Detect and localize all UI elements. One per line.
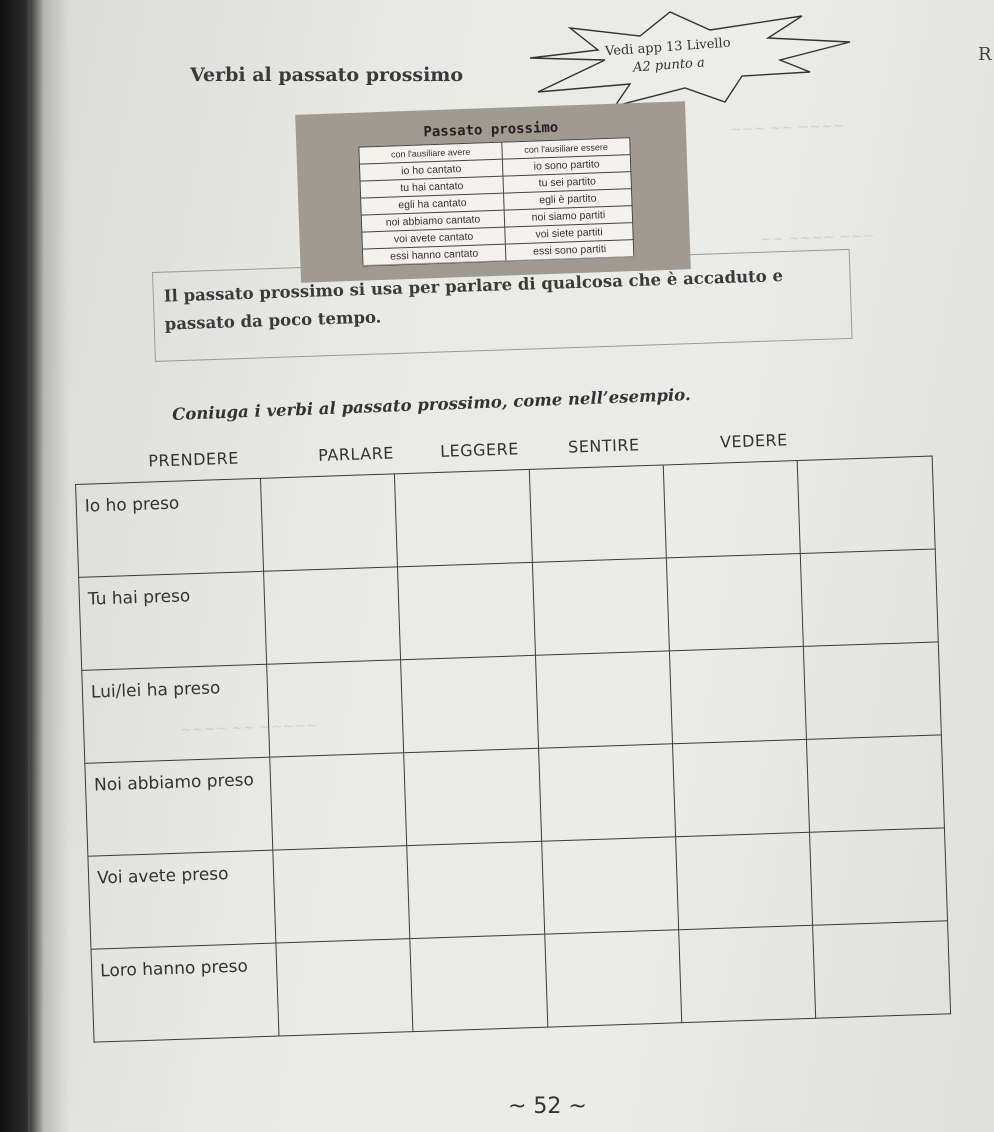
column-header-prendere: PRENDERE — [148, 448, 240, 471]
info-text: Il passato prossimo si usa per parlare di qualcosa che è accaduto e passato da poco tempo. — [163, 266, 784, 334]
info-box — [152, 249, 853, 362]
answer-cell[interactable] — [663, 461, 800, 558]
column-header-sentire: SENTIRE — [567, 435, 640, 457]
reference-cell: tu sei partito — [503, 172, 631, 193]
answer-cell[interactable] — [801, 549, 939, 646]
answer-cell[interactable] — [673, 739, 810, 836]
bleed-through-text: ~~~ ~~ ~~~~ — [729, 118, 845, 138]
answer-cell[interactable] — [269, 753, 406, 850]
reference-cell: io ho cantato — [359, 159, 503, 181]
reference-cell: egli ha cantato — [361, 193, 505, 215]
row-label: Loro hanno preso — [91, 943, 279, 1042]
answer-cell[interactable] — [544, 930, 681, 1027]
reference-cell: noi siamo partiti — [504, 206, 632, 227]
page-title: Verbi al passato prossimo — [190, 64, 464, 86]
answer-cell[interactable] — [401, 655, 538, 752]
column-header-vedere: VEDERE — [719, 430, 789, 452]
exercise-grid-wrapper — [74, 424, 950, 1012]
page-number: ~ 52 ~ — [508, 1094, 587, 1119]
row-label: Tu hai preso — [79, 571, 267, 670]
reference-cell: tu hai cantato — [360, 176, 504, 198]
answer-cell[interactable] — [810, 828, 948, 925]
answer-cell[interactable] — [394, 469, 531, 566]
bleed-through-text: ~~ ~~~~ ~~~ — [759, 228, 875, 248]
answer-cell[interactable] — [804, 642, 942, 739]
reference-title: Passato prossimo — [423, 119, 559, 141]
reference-cell: egli è partito — [504, 189, 632, 210]
answer-cell[interactable] — [529, 465, 666, 562]
answer-cell[interactable] — [666, 553, 803, 650]
answer-cell[interactable] — [676, 832, 813, 929]
answer-cell[interactable] — [679, 925, 816, 1022]
answer-cell[interactable] — [260, 474, 397, 571]
column-header-parlare: PARLARE — [317, 443, 395, 465]
answer-cell[interactable] — [541, 837, 678, 934]
row-label: Voi avete preso — [88, 850, 276, 949]
reference-cell: essi sono partiti — [505, 240, 633, 261]
answer-cell[interactable] — [410, 934, 547, 1031]
reference-cell: noi abbiamo cantato — [361, 210, 505, 232]
row-label: Io ho preso — [76, 478, 264, 577]
reference-header-avere: con l'ausiliare avere — [359, 142, 503, 164]
answer-cell[interactable] — [535, 651, 672, 748]
column-header-leggere: LEGGERE — [439, 439, 520, 461]
answer-cell[interactable] — [813, 921, 951, 1018]
answer-cell[interactable] — [538, 744, 675, 841]
row-label: Lui/lei ha preso — [82, 664, 270, 763]
bleed-through-text: ~~~~ ~~ ~~~~~ — [179, 717, 319, 739]
reference-cell: voi siete partiti — [505, 223, 633, 244]
answer-cell[interactable] — [266, 660, 403, 757]
reference-table — [358, 137, 634, 266]
answer-cell[interactable] — [263, 567, 400, 664]
answer-cell[interactable] — [807, 735, 945, 832]
reference-cell: io sono partito — [502, 155, 630, 176]
answer-cell[interactable] — [407, 841, 544, 938]
exercise-instruction: Coniuga i verbi al passato prossimo, come nell’esempio. — [171, 385, 692, 424]
answer-cell[interactable] — [398, 562, 535, 659]
callout-line-2: A2 punto a — [632, 55, 706, 76]
exercise-table — [75, 456, 951, 1043]
answer-cell[interactable] — [532, 558, 669, 655]
row-label: Noi abbiamo preso — [85, 757, 273, 856]
reference-cell: essi hanno cantato — [362, 244, 506, 266]
page-shadow — [30, 0, 70, 1132]
answer-cell[interactable] — [272, 846, 409, 943]
corner-letter: R — [978, 44, 992, 65]
reference-cell: voi avete cantato — [362, 227, 506, 249]
reference-header-essere: con l'ausiliare essere — [502, 138, 630, 159]
answer-cell[interactable] — [404, 748, 541, 845]
callout-line-1: Vedi app 13 Livello — [604, 35, 732, 60]
answer-cell[interactable] — [798, 456, 936, 553]
answer-cell[interactable] — [669, 646, 806, 743]
answer-cell[interactable] — [276, 939, 413, 1036]
